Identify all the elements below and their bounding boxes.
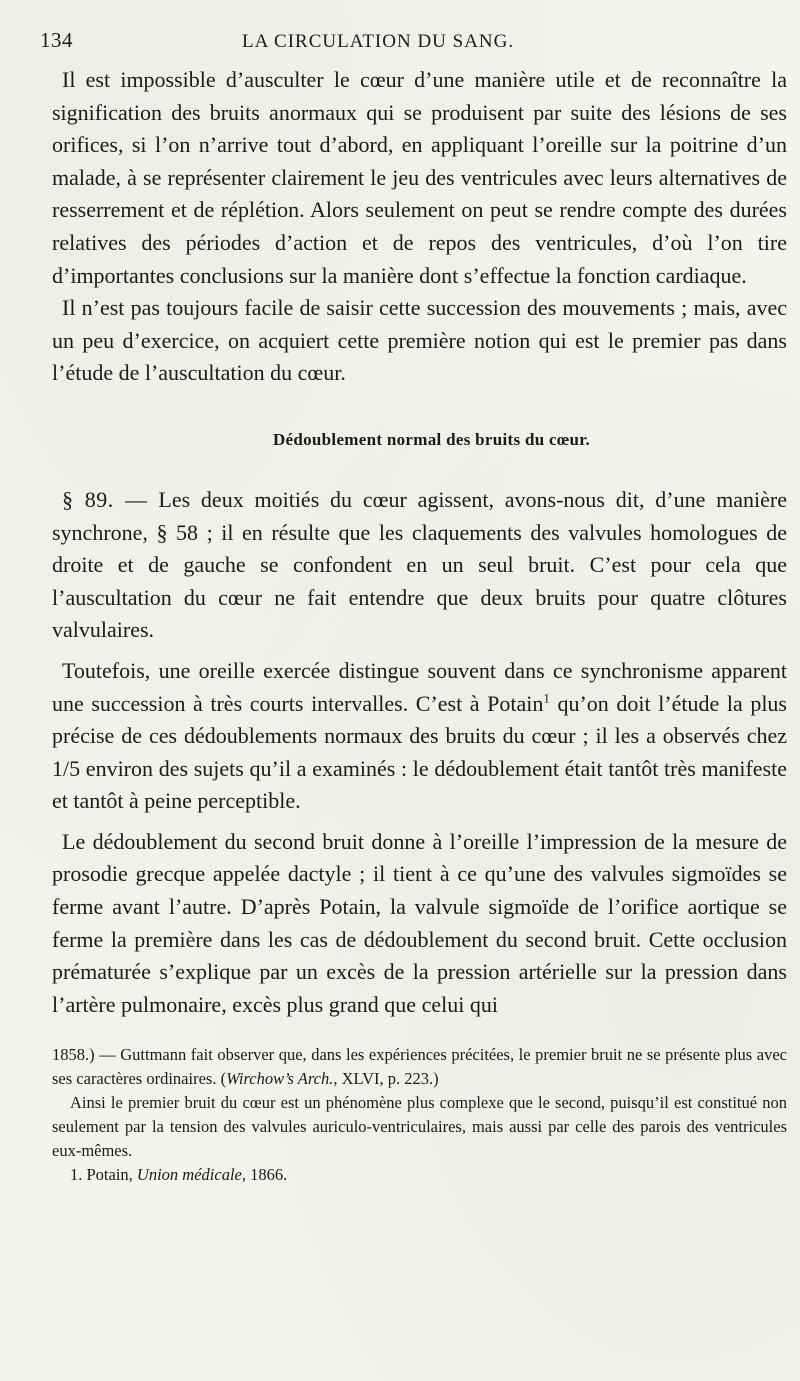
- paragraph-89-text: Les deux moitiés du cœur agissent, avons-nous dit, d’une manière synchrone, § 58 ; il en résulte que les claquements des valvules homologues de droite et de gauche se confondent en un seul bruit. C’est pour cela que l’auscultation du cœur ne fait entendre que deux bruits pour quatre clôtures valvulaires.: [52, 486, 787, 643]
- footnote-citation: Wirchow’s Arch.: [226, 1069, 334, 1089]
- footnote-number: 1.: [70, 1165, 83, 1185]
- footnote-potain: [52, 1163, 787, 1187]
- footnote-continued-text-a: 1858.) — Guttmann fait observer que, dans les expériences précitées, le premier bruit ne se présente plus avec ses caractères ordinaires. (: [52, 1045, 787, 1089]
- running-head: [40, 28, 770, 64]
- paragraph-89: [52, 484, 787, 647]
- footnote-continued: [52, 1043, 787, 1091]
- paragraph: Il est impossible d’ausculter le cœur d’une manière utile et de reconnaître la signification des bruits anormaux qui se produisent par suite des lésions de ses orifices, si l’on n’arrive tout d’abord, en appliquant l’oreille sur la poitrine d’un malade, à se représenter clairement le jeu des ventricules avec leurs alternatives de resserrement et de réplétion. Alors seulement on peut se rendre compte des durées relatives des périodes d’action et de repos des ventricules, d’où l’on tire d’importantes conclusions sur la manière dont s’effectue la fonction cardiaque.: [52, 67, 787, 288]
- footnotes: [52, 1043, 787, 1187]
- section-heading: Dédoublement normal des bruits du cœur.: [272, 429, 591, 449]
- running-title: LA CIRCULATION DU SANG.: [242, 31, 515, 52]
- footnote-year: , 1866.: [241, 1165, 288, 1185]
- paragraph: Il n’est pas toujours facile de saisir cette succession des mouvements ; mais, avec un peu d’exercice, on acquiert cette première notion qui est le premier pas dans l’étude de l’auscultation du cœur.: [52, 295, 787, 386]
- footnote-second: Ainsi le premier bruit du cœur est un phénomène plus complexe que le second, puisqu’il est constitué non seulement par la tension des valvules auriculo-ventriculaires, mais aussi par celle des parois des ventricules eux-mêmes.: [52, 1093, 787, 1161]
- paragraph-potain: [52, 655, 787, 818]
- section-text: [52, 484, 787, 1022]
- paragraph-potain-text-a: Toutefois, une oreille exercée distingue souvent dans ce synchronisme apparent une succession à très courts intervalles. C’est à Potain: [52, 657, 787, 716]
- paragraph-dactyle: Le dédoublement du second bruit donne à l’oreille l’impression de la mesure de prosodie grecque appelée dactyle ; il tient à ce qu’une des valvules sigmoïdes se ferme avant l’autre. D’après Potain, la valvule sigmoïde de l’orifice aortique se ferme la première dans les cas de dédoublement du second bruit. Cette occlusion prématurée s’explique par un excès de la pression artérielle sur la pression dans l’artère pulmonaire, excès plus grand que celui qui: [52, 828, 787, 1017]
- footnote-journal: Union médicale: [136, 1165, 242, 1185]
- footnote-continued-text-b: , XLVI, p. 223.): [333, 1069, 439, 1089]
- paragraph-potain-text-b: qu’on doit l’étude la plus précise de ces dédoublements normaux des bruits du cœur ; il les a observés chez 1/5 environ des sujets qu’il a examinés : le dédoublement était tantôt très manifeste et tantôt à peine perceptible.: [52, 690, 787, 814]
- main-text: [52, 64, 787, 390]
- page-number: 134: [40, 28, 73, 52]
- footnote-ref-1: 1: [543, 690, 550, 706]
- footnote-author: Potain,: [86, 1165, 133, 1185]
- paragraph-number: § 89. —: [62, 486, 148, 512]
